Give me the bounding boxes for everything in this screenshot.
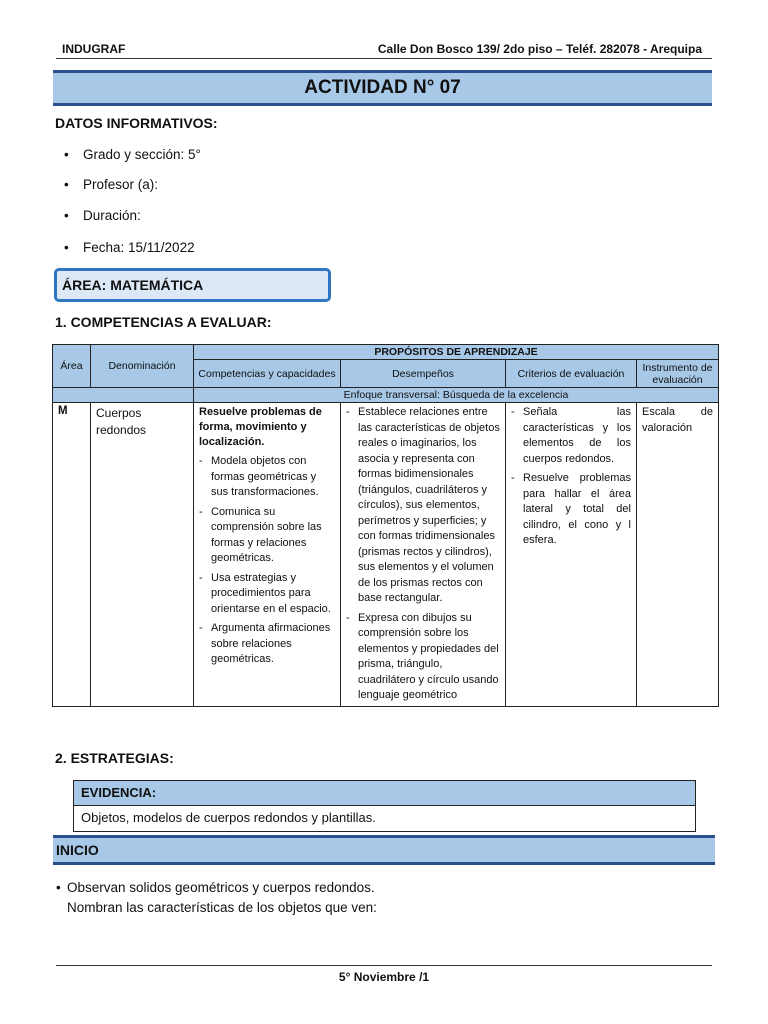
competencias-table bbox=[52, 344, 719, 707]
competencias-heading: 1. COMPETENCIAS A EVALUAR: bbox=[55, 314, 272, 330]
list-item: - Argumenta afirmaciones sobre relaciones geométricas. bbox=[199, 622, 331, 665]
header-divider bbox=[56, 58, 712, 59]
row-competencias bbox=[194, 403, 341, 707]
list-item: - Establece relaciones entre las características de objetos reales o imaginarios, los asocia y representa con formas bidimensionales (triángulos, cuadriláteros y círculos), sus elementos, perímetros y superficies; y con formas tridimensionales (prismas rectos y cilindros), sus elementos y el volumen de los prismas rectos con base rectangular. bbox=[346, 406, 500, 604]
list-item: - Comunica su comprensión sobre las formas y relaciones geométricas. bbox=[199, 505, 322, 564]
propositos-header: PROPÓSITOS DE APRENDIZAJE bbox=[194, 345, 719, 360]
col-instrumento-header: Instrumento de evaluación bbox=[637, 360, 719, 388]
area-box: ÁREA: MATEMÁTICA bbox=[54, 268, 331, 302]
estrategias-heading: 2. ESTRATEGIAS: bbox=[55, 750, 174, 766]
datos-heading: DATOS INFORMATIVOS: bbox=[55, 115, 218, 131]
inicio-line: Nombran las características de los objetos que ven: bbox=[67, 900, 377, 915]
list-item: - Resuelve problemas para hallar el área lateral y total del cilindro, el cono y l esfera. bbox=[511, 472, 631, 546]
enfoque-row: Enfoque transversal: Búsqueda de la excelencia bbox=[194, 388, 719, 403]
bullet-icon: • bbox=[64, 177, 69, 192]
capacidades-list bbox=[199, 454, 335, 668]
evidencia-label: EVIDENCIA: bbox=[74, 781, 695, 806]
list-item: - Expresa con dibujos su comprensión sobre los elementos y propiedades del prisma, triángulo, cuadrilátero y círculo usando lenguaje geométrico bbox=[346, 611, 499, 701]
list-item: - Modela objetos con formas geométricas y sus transformaciones. bbox=[199, 455, 319, 498]
inicio-item: • Observan solidos geométricos y cuerpos redondos. bbox=[56, 880, 375, 895]
list-item: - Usa estrategias y procedimientos para orientarse en el espacio. bbox=[199, 571, 331, 615]
footer-divider bbox=[56, 965, 712, 966]
list-item: - Señala las características y los elementos de los cuerpos redondos. bbox=[511, 406, 631, 465]
page-footer: 5° Noviembre /1 bbox=[338, 970, 430, 984]
competencia-title: Resuelve problemas de forma, movimiento y localización. bbox=[199, 406, 322, 448]
col-criterios-header: Criterios de evaluación bbox=[506, 360, 637, 388]
header-company: INDUGRAF bbox=[62, 42, 126, 56]
inicio-band: INICIO bbox=[53, 835, 715, 865]
enfoque-spacer bbox=[53, 388, 194, 403]
criterios-list bbox=[511, 405, 631, 549]
evidencia-box bbox=[73, 780, 696, 832]
row-instrumento: Escala de valoración bbox=[637, 403, 719, 707]
col-desempenos-header: Desempeños bbox=[341, 360, 506, 388]
bullet-icon: • bbox=[64, 147, 69, 162]
desempenos-list bbox=[346, 405, 500, 704]
bullet-icon: • bbox=[64, 240, 69, 255]
row-area: M bbox=[53, 403, 91, 707]
bullet-icon: • bbox=[56, 880, 61, 895]
row-denominacion: Cuerpos redondos bbox=[91, 403, 194, 707]
row-criterios bbox=[506, 403, 637, 707]
col-denominacion-header: Denominación bbox=[91, 345, 194, 388]
evidencia-text: Objetos, modelos de cuerpos redondos y plantillas. bbox=[81, 810, 376, 825]
row-desempenos bbox=[341, 403, 506, 707]
col-competencias-header: Competencias y capacidades bbox=[194, 360, 341, 388]
document-title: ACTIVIDAD N° 07 bbox=[53, 70, 712, 106]
header-address: Calle Don Bosco 139/ 2do piso – Teléf. 282078 - Arequipa bbox=[377, 42, 702, 56]
bullet-icon: • bbox=[64, 208, 69, 223]
col-area-header: Área bbox=[53, 345, 91, 388]
